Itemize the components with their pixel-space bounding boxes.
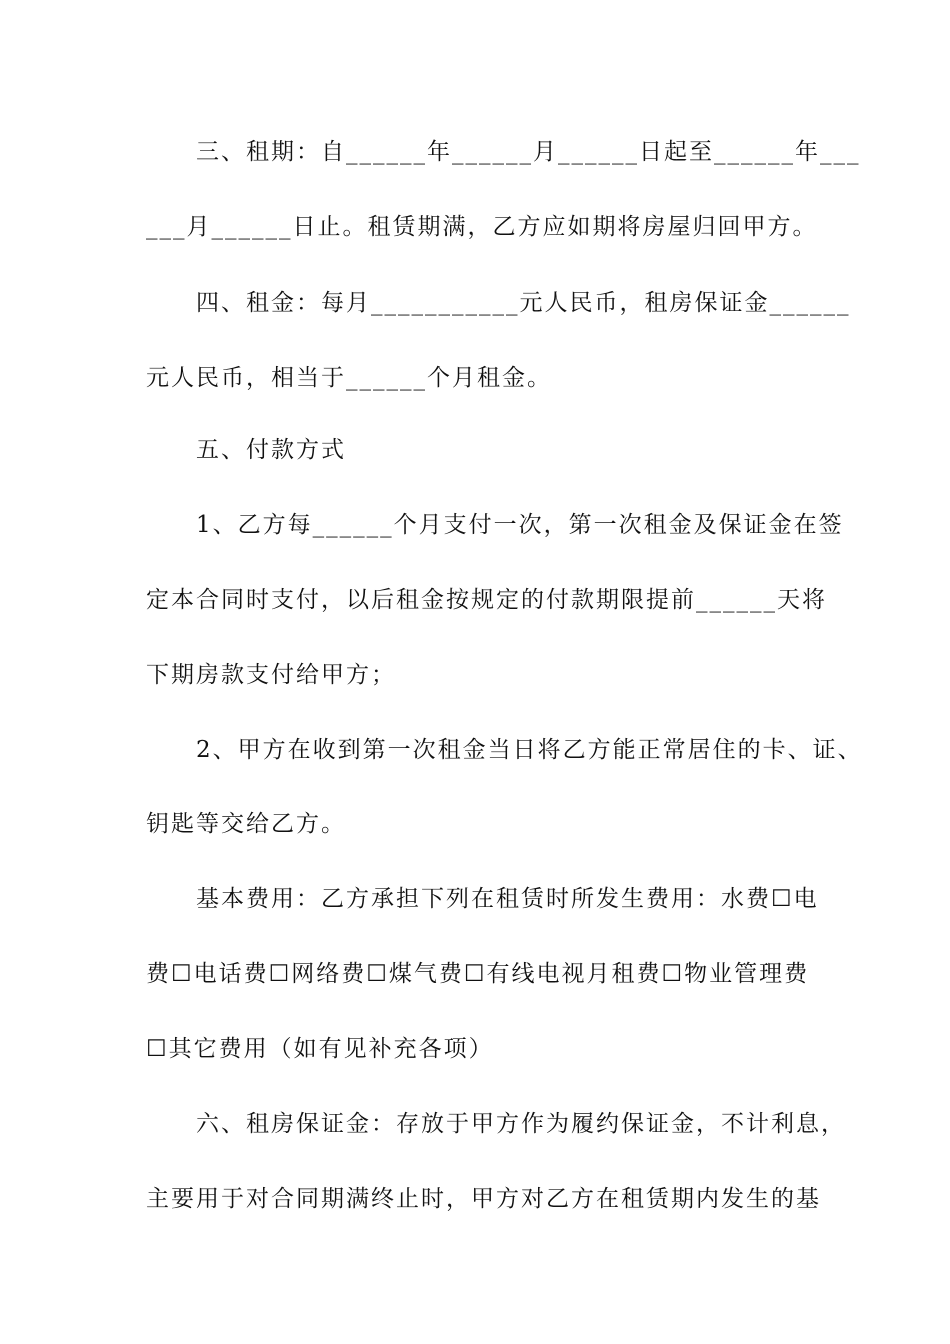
rent-line-2: 元人民币，相当于______个月租金。 [146,365,552,391]
rent-line-1: 四、租金：每月___________元人民币，租房保证金______ [146,290,851,316]
basic-fees-line-1: 基本费用：乙方承担下列在租赁时所发生费用：水费☐电 [146,886,819,912]
basic-fees-line-2: 费☐电话费☐网络费☐煤气费☐有线电视月租费☐物业管理费 [146,961,810,987]
payment-item-2-line-1: 2、甲方在收到第一次租金当日将乙方能正常居住的卡、证、 [146,737,863,763]
deposit-line-2: 主要用于对合同期满终止时，甲方对乙方在租赁期内发生的基 [146,1186,821,1212]
payment-method-heading: 五、付款方式 [146,437,346,463]
payment-item-2-line-2: 钥匙等交给乙方。 [146,811,346,837]
lease-term-line-1: 三、租期：自______年______月______日起至______年___ [146,139,861,165]
payment-item-1-line-2: 定本合同时支付，以后租金按规定的付款期限提前______天将 [146,587,827,613]
deposit-line-1: 六、租房保证金：存放于甲方作为履约保证金，不计利息， [146,1111,846,1137]
lease-term-line-2: ___月______日止。租赁期满，乙方应如期将房屋归回甲方。 [146,214,818,240]
payment-item-1-line-3: 下期房款支付给甲方； [146,662,396,688]
basic-fees-line-3: ☐其它费用（如有见补充各项） [146,1036,494,1062]
payment-item-1-line-1: 1、乙方每______个月支付一次，第一次租金及保证金在签 [146,512,844,538]
